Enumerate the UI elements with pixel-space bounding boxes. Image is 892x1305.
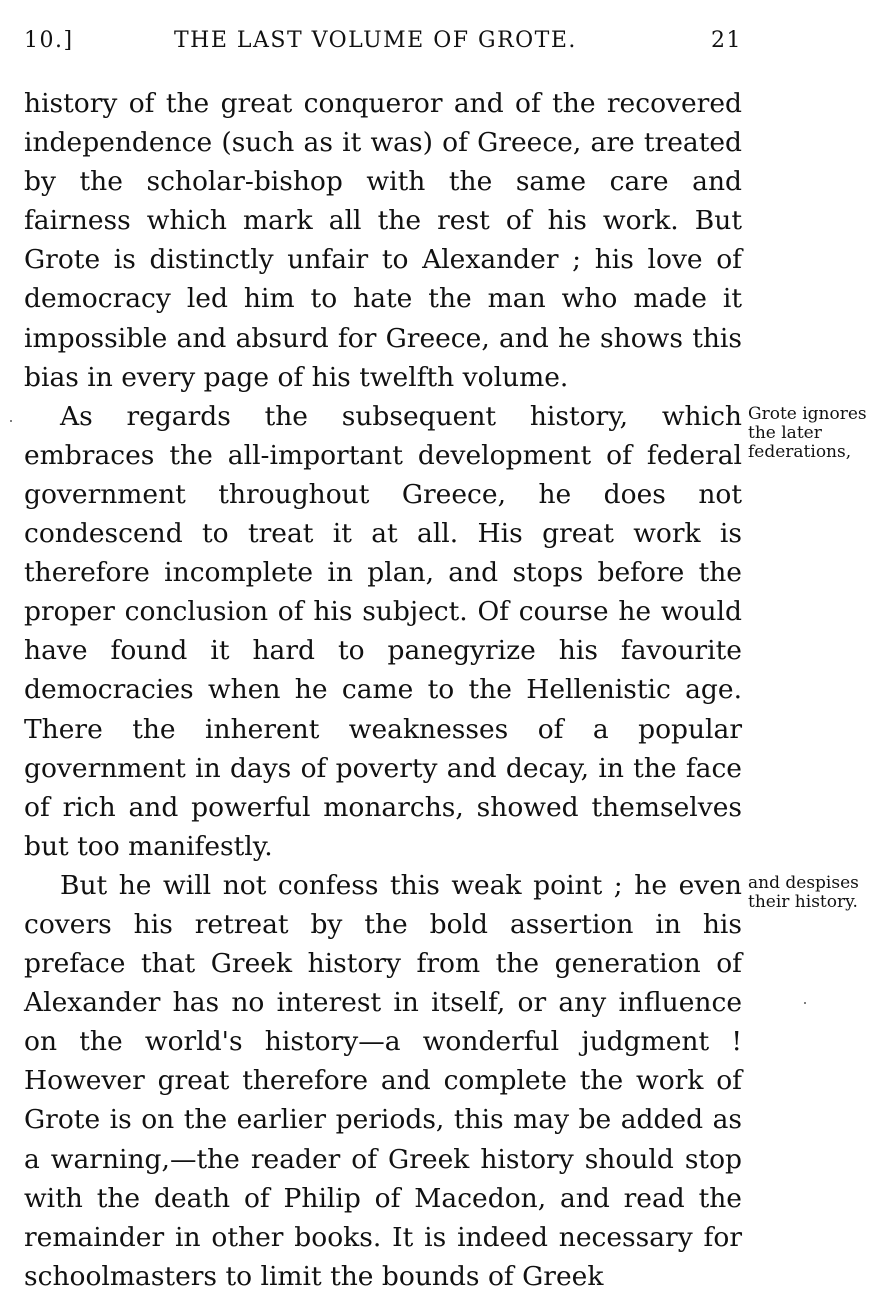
main-text bbox=[24, 84, 742, 1296]
print-speck bbox=[10, 420, 12, 422]
running-title: THE LAST VOLUME OF GROTE. bbox=[174, 28, 577, 53]
running-header bbox=[24, 24, 742, 60]
margin-note: and despises their history. bbox=[748, 873, 859, 912]
paragraph: But he will not confess this weak point ; he even covers his retreat by the bold assertion in his preface that Greek history from the generation of Alexander has no interest in itself, or any influence on the world's history—a wonderful judgment ! However great therefore and complete the work of Grote is on the earlier periods, this may be added as a warning,—the reader of Greek history should stop with the death of Philip of Macedon, and read the remainder in other books. It is indeed necessary for schoolmasters to limit the bounds of Greek bbox=[24, 869, 742, 1292]
print-speck bbox=[804, 1002, 806, 1004]
margin-note: Grote ignores the later federations, bbox=[748, 404, 867, 462]
paragraph: history of the great conqueror and of the recovered independence (such as it was) of Greece, are treated by the scholar-bishop with the same care and fairness which mark all the rest of his work. But Grote is distinctly unfair to Alexander ; his love of democracy led him to hate the man who made it impossible and absurd for Greece, and he shows this bias in every page of his twelfth volume. bbox=[24, 88, 742, 393]
chapter-number: 10.] bbox=[24, 28, 74, 53]
paragraph: As regards the subsequent history, which embraces the all-important development of federal government throughout Greece, he does not condescend to treat it at all. His great work is therefore incomplete in plan, and stops before the proper conclusion of his subject. Of course he would have found it hard to panegyrize his favourite democracies when he came to the Hellenistic age. There the inherent weaknesses of a popular government in days of poverty and decay, in the face of rich and powerful monarchs, showed themselves but too manifestly. bbox=[24, 400, 742, 862]
page-number: 21 bbox=[711, 28, 742, 53]
